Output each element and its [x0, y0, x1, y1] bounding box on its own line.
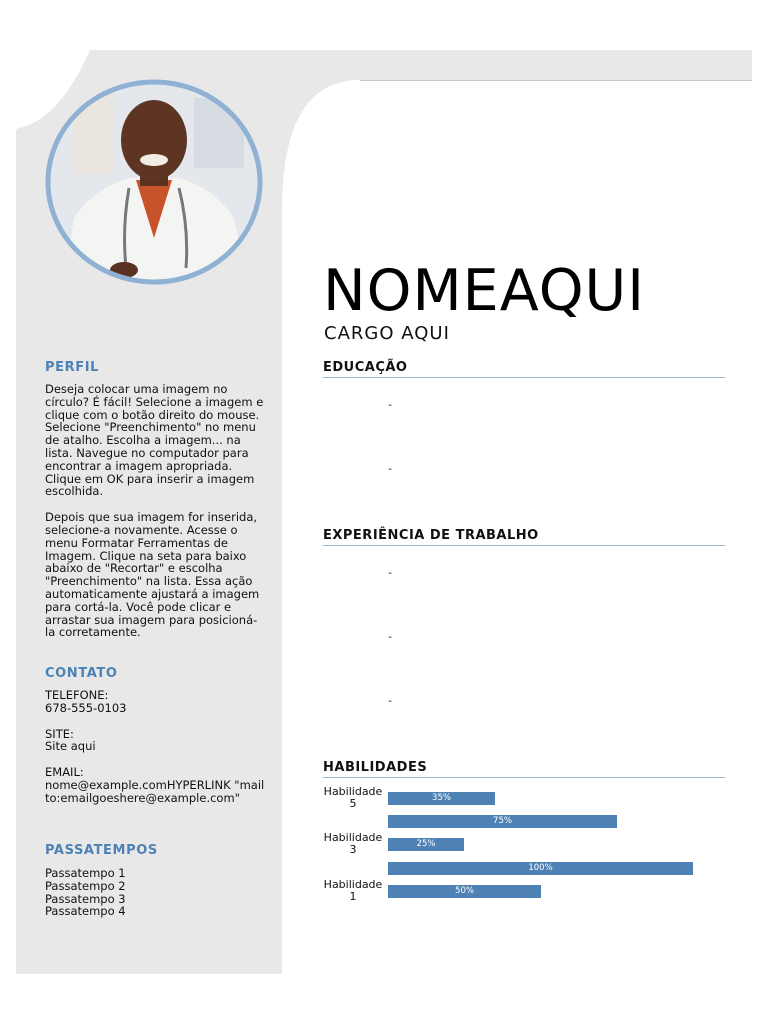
- hobbies-heading: PASSATEMPOS: [45, 843, 158, 858]
- contact-heading: CONTATO: [45, 666, 118, 681]
- profile-paragraph: Deseja colocar uma imagem no círculo? É fácil! Selecione a imagem e clique com o botão direito do mouse. Selecione "Preenchimento" no menu de atalho. Escolha a imagem... na lista. Navegue no computador para encontrar a imagem apropriada. Clique em OK para inserir a imagem escolhida.: [45, 382, 264, 499]
- hobbies-list: [45, 867, 267, 918]
- skill-bar: 75%: [388, 815, 617, 828]
- skill-bar: 35%: [388, 792, 495, 805]
- skill-name: Habilidade: [323, 831, 383, 844]
- email-label: EMAIL:: [45, 765, 84, 780]
- skill-name: Habilidade: [323, 785, 383, 798]
- skill-label: [318, 832, 388, 856]
- education-heading: EDUCAÇÃO: [323, 360, 725, 378]
- skill-label: [318, 786, 388, 810]
- skill-bar: 50%: [388, 885, 541, 898]
- site-label: SITE:: [45, 726, 74, 741]
- experience-heading: EXPERIÊNCIA DE TRABALHO: [323, 528, 725, 546]
- hobby-item: Passatempo 4: [45, 904, 126, 919]
- contact-block: [45, 689, 267, 805]
- profile-text: [45, 383, 267, 639]
- experience-entry: -: [388, 566, 392, 579]
- skills-heading: HABILIDADES: [323, 760, 725, 778]
- experience-entry: -: [388, 630, 392, 643]
- skill-number: 1: [349, 890, 357, 903]
- phone-value: 678-555-0103: [45, 700, 127, 715]
- skill-bar: 25%: [388, 838, 464, 851]
- hobby-item: Passatempo 3: [45, 891, 126, 906]
- skill-label: [318, 879, 388, 903]
- education-entry: -: [388, 462, 392, 475]
- hobby-item: Passatempo 2: [45, 878, 126, 893]
- profile-photo[interactable]: [44, 78, 264, 286]
- education-entry: -: [388, 398, 392, 411]
- skill-bar: 100%: [388, 862, 693, 875]
- experience-entry: -: [388, 694, 392, 707]
- person-name: NOMEAQUI: [323, 258, 646, 324]
- profile-heading: PERFIL: [45, 360, 100, 375]
- profile-paragraph: Depois que sua imagem for inserida, selecione-a novamente. Acesse o menu Formatar Ferramentas de Imagem. Clique na seta para baixo abaixo de "Recortar" e escolha "Preenchimento" na lista. Essa ação automaticamente ajustará a imagem para cortá-la. Você pode clicar e arrastar sua imagem para posicioná-la corretamente.: [45, 510, 260, 640]
- skill-number: 3: [349, 843, 357, 856]
- phone-label: TELEFONE:: [45, 688, 109, 702]
- email-value[interactable]: nome@example.comHYPERLINK "mailto:emailgoeshere@example.com": [45, 777, 265, 805]
- site-value: Site aqui: [45, 739, 96, 754]
- job-title: CARGO AQUI: [324, 323, 450, 344]
- skill-name: Habilidade: [323, 878, 383, 891]
- skill-number: 5: [349, 797, 357, 810]
- hobby-item: Passatempo 1: [45, 866, 126, 880]
